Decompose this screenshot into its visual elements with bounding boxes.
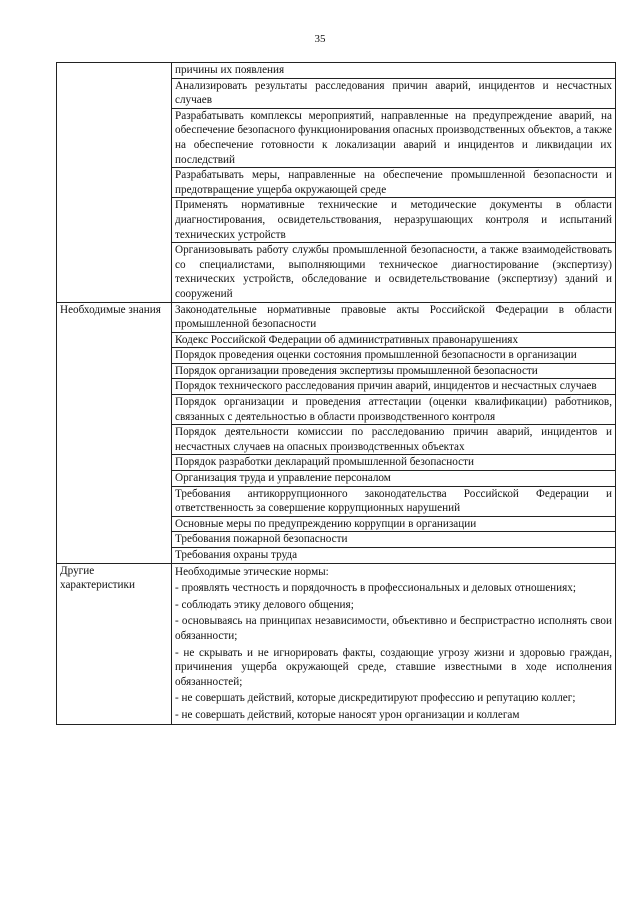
table-cell: Требования охраны труда — [172, 548, 616, 564]
table-cell: Анализировать результаты расследования причин аварий, инцидентов и несчастных случаев — [172, 78, 616, 108]
table-cell: причины их появления — [172, 63, 616, 79]
table-cell: Законодательные нормативные правовые акты Российской Федерации в области промышленной безопасности — [172, 302, 616, 332]
table-cell: Порядок разработки деклараций промышленной безопасности — [172, 455, 616, 471]
page-number: 35 — [314, 33, 326, 45]
table-cell: Применять нормативные технические и методические документы в области диагностирования, освидетельствования, неразрушающих контроля и испытаний технических устройств — [172, 198, 616, 243]
table-cell: Разрабатывать комплексы мероприятий, направленные на предупреждение аварий, на обеспечение безопасного функционирования опасных производственных объектов, а также на обеспечение готовности к локализации аварий и инцидентов и ликвидации их последствий — [172, 108, 616, 167]
ethics-item: - не скрывать и не игнорировать факты, создающие угрозу жизни и здоровью граждан, причинения ущерба окружающей среде, ставшие известными в ходе исполнения обязанностей; — [175, 646, 612, 688]
ethics-item: - не совершать действий, которые наносят урон организации и коллегам — [175, 708, 520, 721]
table-row — [57, 563, 616, 724]
table-cell: Порядок проведения оценки состояния промышленной безопасности в организации — [172, 348, 616, 364]
table-cell: Основные меры по предупреждению коррупции в организации — [172, 516, 616, 532]
row-label-other: Другие характеристики — [57, 563, 172, 724]
table-cell: Разрабатывать меры, направленные на обеспечение промышленной безопасности и предотвращение ущерба окружающей среде — [172, 168, 616, 198]
table-cell: Кодекс Российской Федерации об административных правонарушениях — [172, 332, 616, 348]
table-cell: Требования антикоррупционного законодательства Российской Федерации и ответственность за совершение коррупционных нарушений — [172, 486, 616, 516]
ethics-item: - основываясь на принципах независимости, объективно и беспристрастно исполнять свои обязанности; — [175, 615, 612, 642]
row-label-knowledge: Необходимые знания — [57, 302, 172, 563]
ethics-item: - соблюдать этику делового общения; — [175, 598, 354, 611]
table-cell: Порядок деятельности комиссии по расследованию причин аварий, инцидентов и несчастных случаев на опасных производственных объектах — [172, 425, 616, 455]
table-cell: Организовывать работу службы промышленной безопасности, а также взаимодействовать со специалистами, выполняющими техническое диагностирование (экспертизу) технических устройств, обследование и освидетельствование (экспертизу) зданий и сооружений — [172, 243, 616, 302]
table-row — [57, 63, 616, 79]
ethics-item: - проявлять честность и порядочность в профессиональных и деловых отношениях; — [175, 582, 576, 595]
ethics-item: - не совершать действий, которые дискредитируют профессию и репутацию коллег; — [175, 692, 576, 705]
table-cell: Требования пожарной безопасности — [172, 532, 616, 548]
table-row — [57, 302, 616, 332]
ethics-cell — [172, 563, 616, 724]
table-cell: Порядок организации и проведения аттестации (оценки квалификации) работников, связанных с деятельностью в области производственного контроля — [172, 395, 616, 425]
table-cell: Порядок организации проведения экспертизы промышленной безопасности — [172, 363, 616, 379]
qualification-table — [56, 62, 616, 725]
row-label-empty — [57, 63, 172, 303]
ethics-intro: Необходимые этические нормы: — [175, 565, 329, 578]
table-cell: Организация труда и управление персоналом — [172, 471, 616, 487]
table-cell: Порядок технического расследования причин аварий, инцидентов и несчастных случаев — [172, 379, 616, 395]
